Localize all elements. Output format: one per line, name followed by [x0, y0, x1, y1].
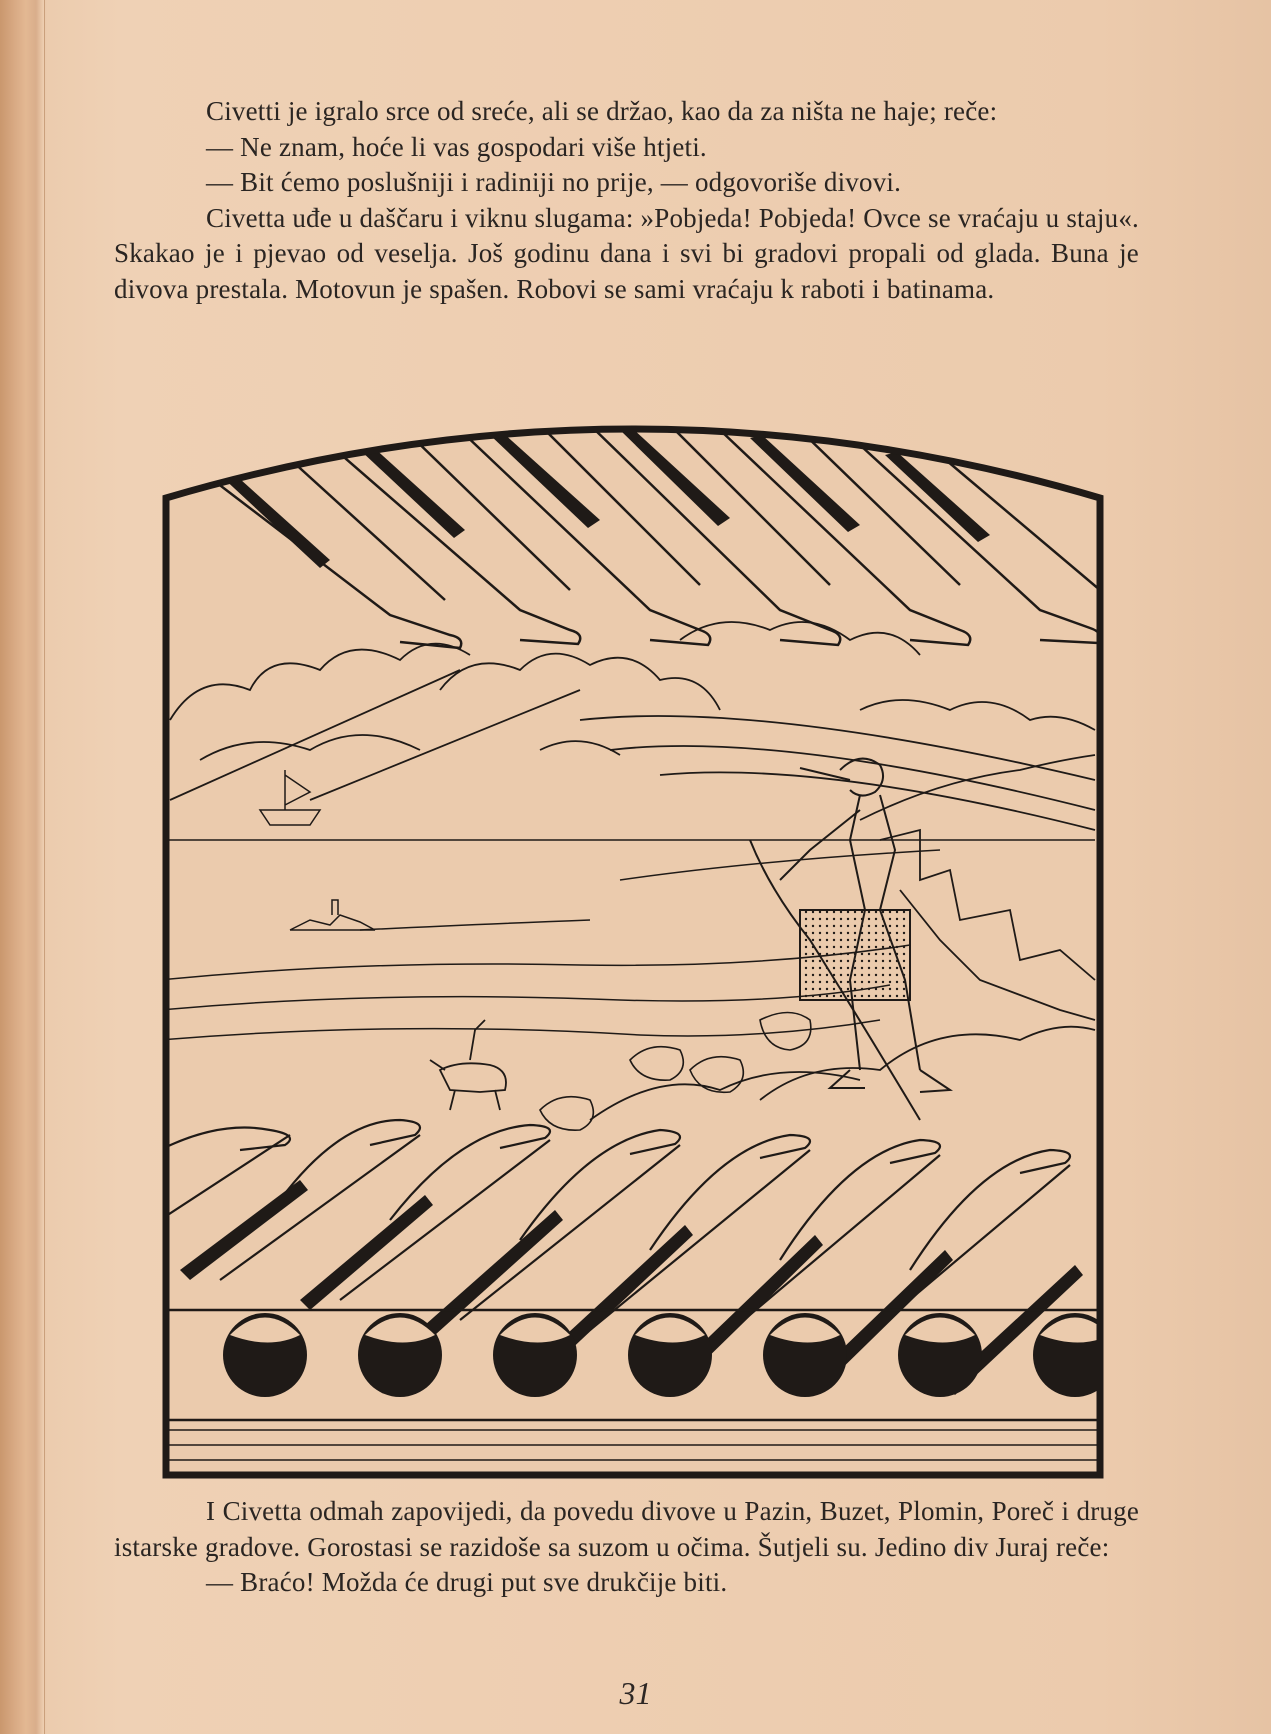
paragraph-6: — Braćo! Možda će drugi put sve drukčije biti.: [206, 1567, 728, 1597]
paragraph-3: — Bit ćemo poslušniji i radiniji no prije, — odgovoriše divovi.: [206, 167, 902, 197]
page-number: 31: [619, 1675, 652, 1711]
paragraph-5: I Civetta odmah zapovijedi, da povedu divove u Pazin, Buzet, Plomin, Poreč i druge istarske gradove. Gorostasi se razidoše sa suzom u očima. Šutjeli su. Jedino div Juraj reče:: [114, 1496, 1139, 1562]
illustration-woodcut: [160, 420, 1106, 1480]
bottom-text-block: [114, 1494, 1139, 1601]
book-spine: [0, 0, 45, 1734]
paragraph-1: Civetti je igralo srce od sreće, ali se držao, kao da za ništa ne haje; reče:: [206, 96, 998, 126]
paragraph-2: — Ne znam, hoće li vas gospodari više htjeti.: [206, 131, 707, 162]
top-text-block: [114, 94, 1139, 307]
paragraph-4: Civetta uđe u daščaru i viknu slugama: »Pobjeda! Pobjeda! Ovce se vraćaju u staju«. Skakao je i pjevao od veselja. Još godinu dana i svi bi gradovi propali od glada. Buna je divova prestala. Motovun je spašen. Robovi se sami vraćaju k raboti i batinama.: [114, 202, 1139, 304]
